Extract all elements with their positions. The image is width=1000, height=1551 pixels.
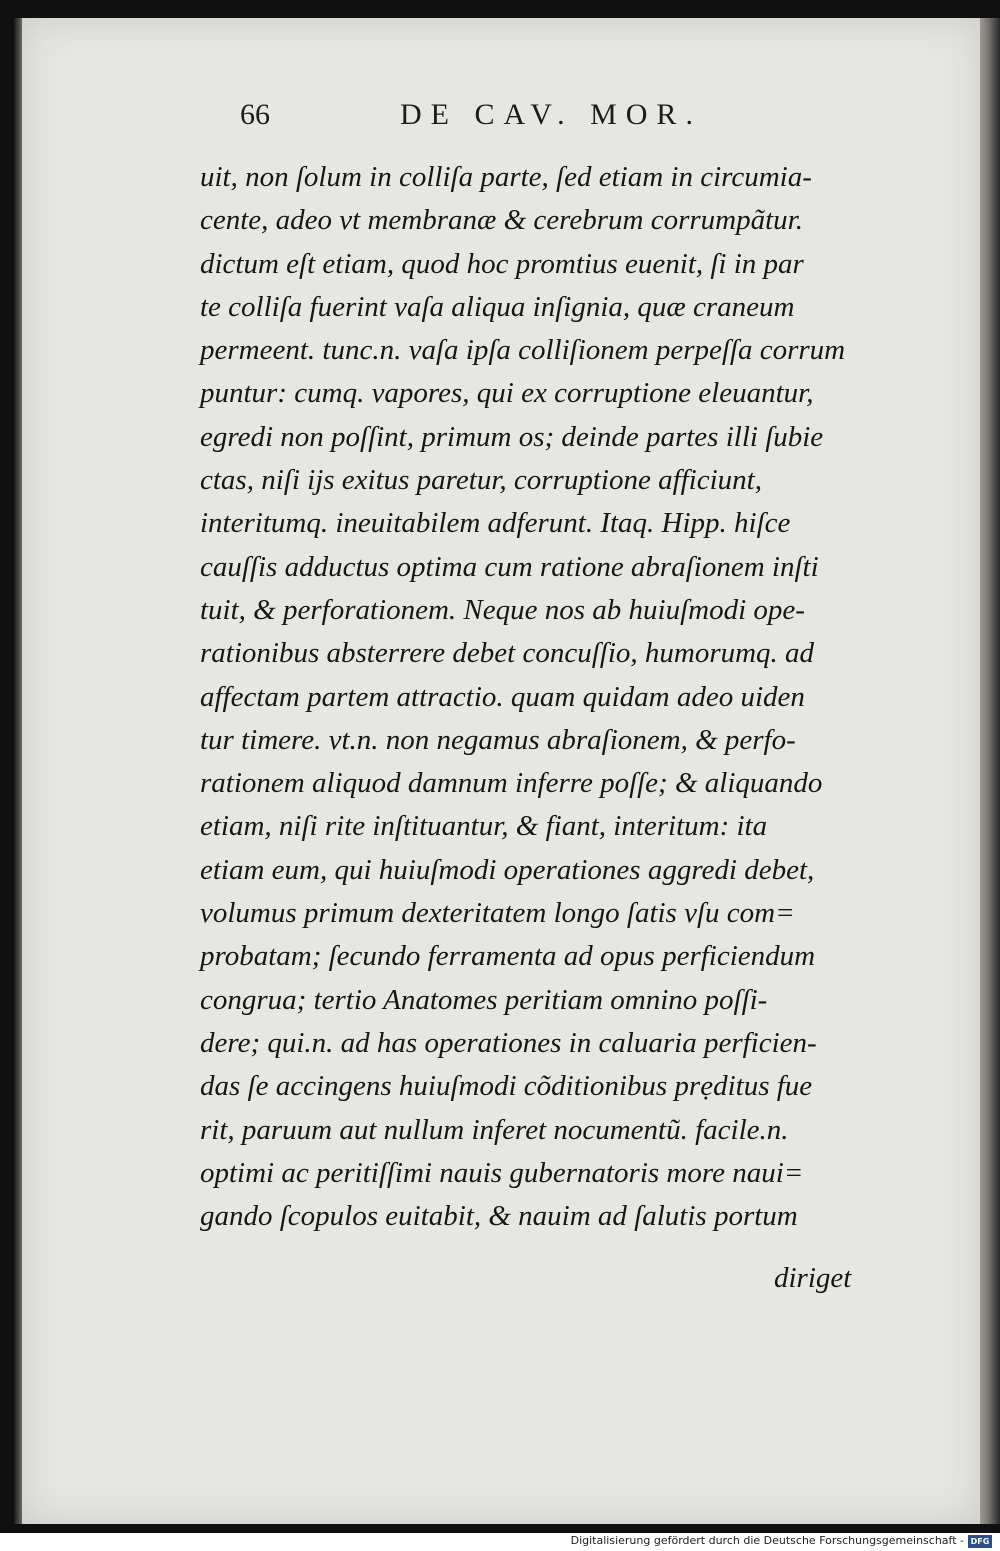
text-line: te colliſa fuerint vaſa aliqua inſignia, quæ craneum: [200, 290, 795, 323]
dfg-logo-icon: DFG: [968, 1535, 992, 1548]
text-line: das ſe accingens huiuſmodi cõditionibus prẹditus fue: [200, 1070, 813, 1103]
text-line: egredi non poſſint, primum os; deinde partes illi ſubie: [200, 420, 824, 453]
text-line: congrua; tertio Anatomes peritiam omnino poſſi-: [200, 983, 768, 1016]
text-line: gando ſcopulos euitabit, & nauim ad ſalutis portum: [200, 1200, 798, 1233]
text-line: cauſſis adductus optima cum ratione abraſionem inſti: [200, 550, 819, 583]
text-line: dictum eſt etiam, quod hoc promtius euenit, ſi in par: [200, 247, 804, 280]
text-line: interitumq. ineuitabilem adferunt. Itaq. Hipp. hiſce: [200, 507, 791, 540]
text-line: permeent. tunc.n. vaſa ipſa colliſionem perpeſſa corrum: [200, 334, 846, 367]
text-line: puntur: cumq. vapores, qui ex corruptione eleuantur,: [200, 377, 814, 410]
text-line: cente, adeo vt membranæ & cerebrum corrumpãtur.: [200, 204, 803, 237]
text-line: ctas, niſi ijs exitus paretur, corruptione afficiunt,: [200, 464, 762, 497]
body-text: [200, 156, 940, 1238]
page-number: 66: [240, 98, 270, 131]
text-line: uit, non ſolum in colliſa parte, ſed etiam in circumia-: [200, 161, 812, 193]
text-line: volumus primum dexteritatem longo ſatis vſu com=: [200, 897, 795, 930]
running-head: [230, 98, 790, 142]
text-line: rit, paruum aut nullum inferet nocumentũ. facile.n.: [200, 1113, 789, 1146]
footer-bar: [0, 1533, 1000, 1551]
page-edge-left: [14, 18, 22, 1524]
running-title: DE CAV. MOR.: [400, 98, 702, 131]
text-line: etiam eum, qui huiuſmodi operationes aggredi debet,: [200, 853, 815, 886]
text-line: probatam; ſecundo ferramenta ad opus perficiendum: [200, 940, 816, 973]
text-line: tur timere. vt.n. non negamus abraſionem, & perfo-: [200, 723, 796, 756]
text-line: tuit, & perforationem. Neque nos ab huiuſmodi ope-: [200, 593, 805, 626]
funding-credit: Digitalisierung gefördert durch die Deutsche Forschungsgemeinschaft -: [570, 1534, 964, 1547]
text-line: rationibus absterrere debet concuſſio, humorumq. ad: [200, 637, 815, 670]
catchword: diriget: [774, 1262, 852, 1294]
text-line: dere; qui.n. ad has operationes in caluaria perficien-: [200, 1026, 817, 1059]
page-edge-right: [980, 18, 1000, 1524]
text-line: rationem aliquod damnum inferre poſſe; & aliquando: [200, 767, 823, 800]
text-line: etiam, niſi rite inſtituantur, & fiant, interitum: ita: [200, 810, 768, 843]
text-line: optimi ac peritiſſimi nauis gubernatoris more naui=: [200, 1156, 804, 1189]
text-line: affectam partem attractio. quam quidam adeo uiden: [200, 680, 805, 713]
